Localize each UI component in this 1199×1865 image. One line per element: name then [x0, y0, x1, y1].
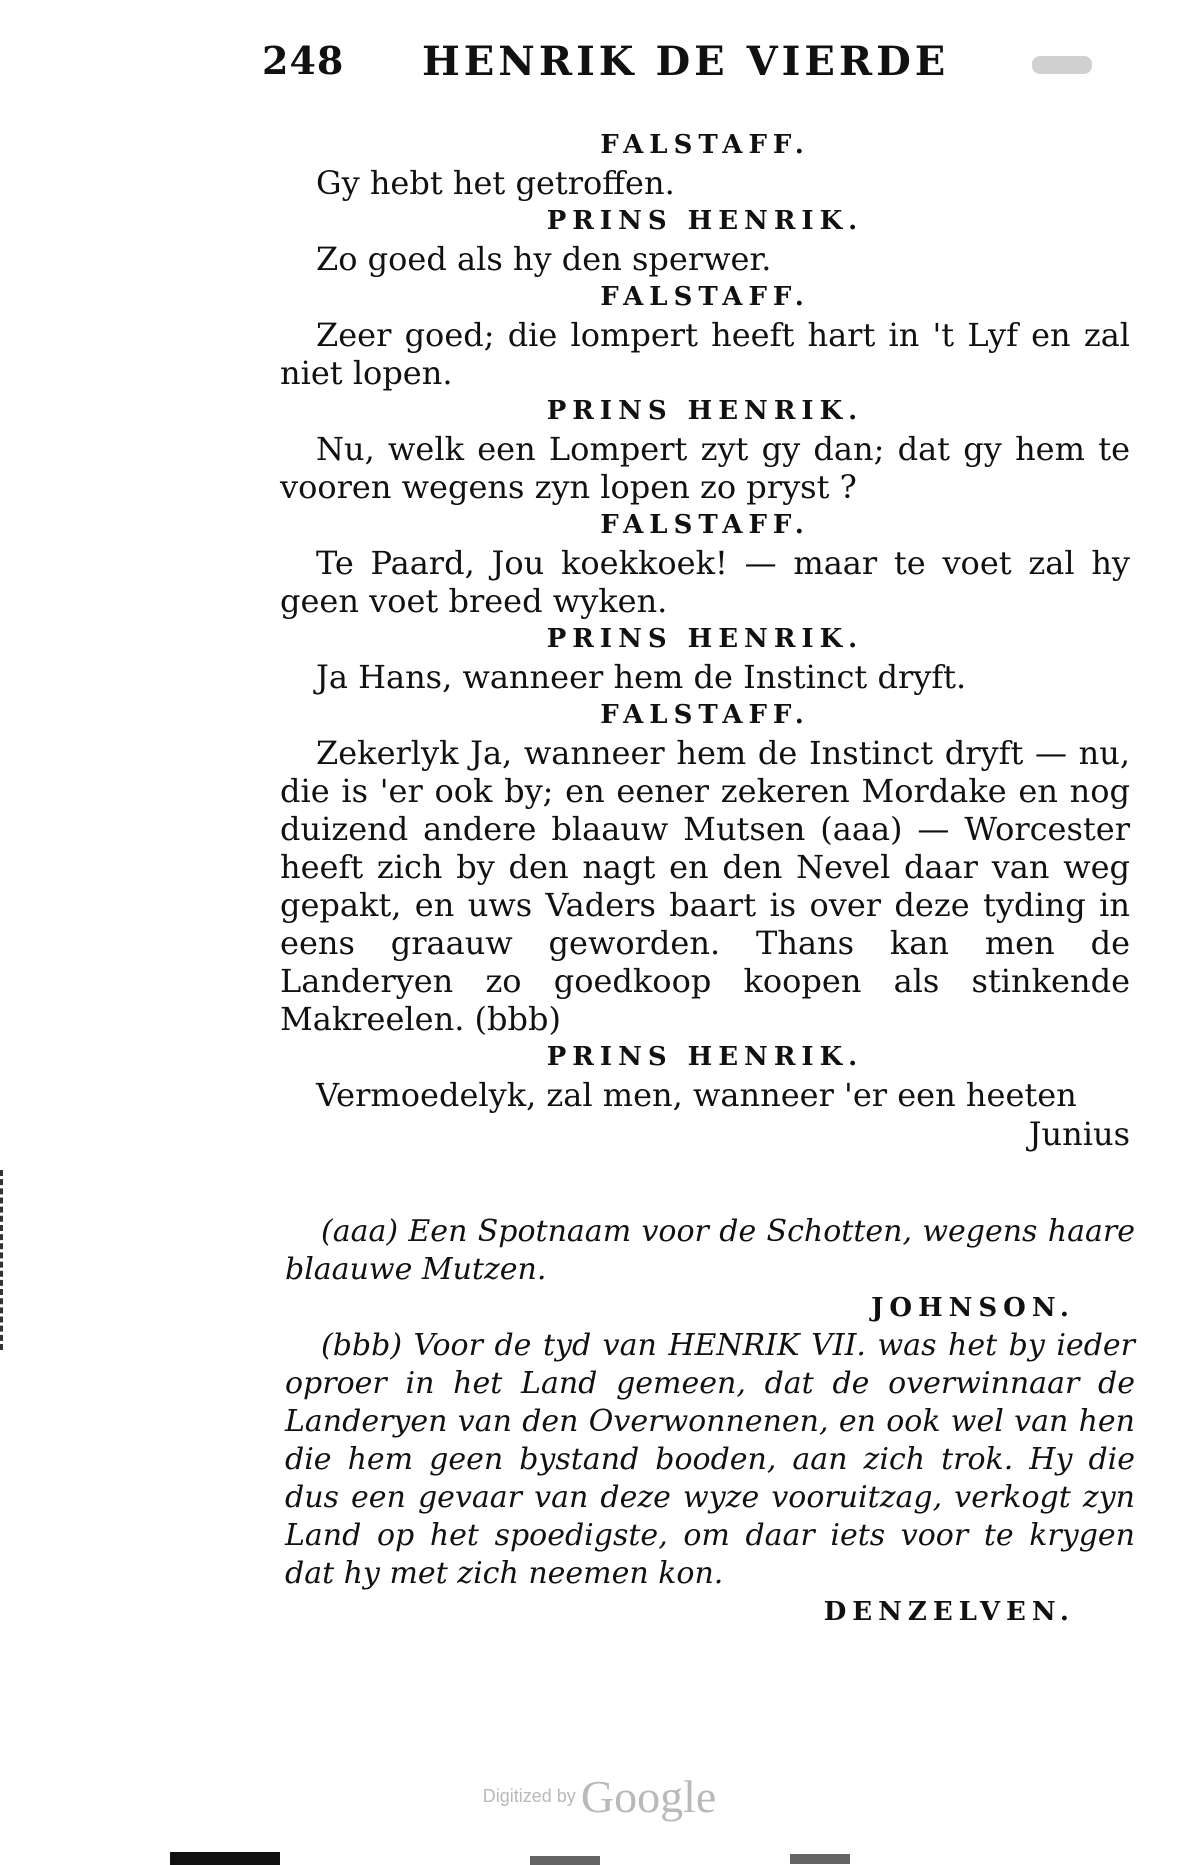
watermark-prefix: Digitized by: [482, 1786, 576, 1806]
speech-line: Zo goed als hy den sperwer.: [316, 240, 772, 278]
speech-line: Te Paard, Jou koekkoek! — maar te voet zal hy geen voet breed wyken.: [280, 544, 1130, 620]
speaker-name: FALSTAFF.: [600, 510, 810, 540]
running-title: HENRIK DE VIERDE: [422, 38, 950, 85]
speech-line: Zekerlyk Ja, wanneer hem de Instinct dryft — nu, die is 'er ook by; en eener zekeren Mordake en nog duizend andere blaauw Mutsen (aaa) — Worcester heeft zich by den nagt en den Nevel daar van weg gepakt, en uws Vaders baart is over deze tyding in eens graauw geworden. Thans kan men de Landeryen zo goedkoop koopen als stinkende Makreelen. (bbb): [280, 734, 1130, 1038]
page-header: [262, 38, 1092, 98]
speaker-name: PRINS HENRIK.: [546, 624, 864, 654]
speaker-name: FALSTAFF.: [600, 282, 810, 312]
speech-line: Nu, welk een Lompert zyt gy dan; dat gy hem te vooren wegens zyn lopen zo pryst ?: [280, 430, 1130, 506]
digitization-watermark: [0, 1770, 1199, 1823]
footnote-bbb: (bbb) Voor de tyd van HENRIK VII. was het by ieder oproer in het Land gemeen, dat de overwinnaar de Landeryen van den Overwonnenen, en ook wel van hen die hem geen bystand booden, aan zich trok. Hy die dus een gevaar van deze wyze vooruitzag, verkogt zyn Land op het spoedigste, om daar iets voor te krygen dat hy met zich neemen kon.: [285, 1328, 1135, 1591]
bleed-through-mark: [530, 1856, 600, 1865]
footnote-signature: JOHNSON.: [871, 1293, 1075, 1323]
speech-line: Vermoedelyk, zal men, wanneer 'er een heeten: [316, 1076, 1077, 1114]
page-edge-mark: [0, 1170, 11, 1350]
footnote-aaa: (aaa) Een Spotnaam voor de Schotten, wegens haare blaauwe Mutzen.: [285, 1214, 1135, 1287]
footnotes: [285, 1213, 1135, 1631]
speaker-name: PRINS HENRIK.: [546, 1042, 864, 1072]
speaker-name: FALSTAFF.: [600, 700, 810, 730]
bleed-through-mark: [170, 1852, 280, 1865]
footnote-signature: DENZELVEN.: [823, 1597, 1075, 1627]
speaker-name: PRINS HENRIK.: [546, 396, 864, 426]
play-text: [280, 126, 1130, 1154]
speech-line: Zeer goed; die lompert heeft hart in 't Lyf en zal niet lopen.: [280, 316, 1130, 392]
page-number: 248: [262, 38, 345, 83]
bleed-through-mark: [790, 1854, 850, 1864]
speaker-name: FALSTAFF.: [600, 130, 810, 160]
watermark-brand: Google: [580, 1771, 717, 1822]
speech-line: Ja Hans, wanneer hem de Instinct dryft.: [316, 658, 967, 696]
speaker-name: PRINS HENRIK.: [546, 206, 864, 236]
catchword: Junius: [1028, 1115, 1130, 1153]
ink-smudge: [1032, 56, 1092, 74]
speech-line: Gy hebt het getroffen.: [316, 164, 675, 202]
